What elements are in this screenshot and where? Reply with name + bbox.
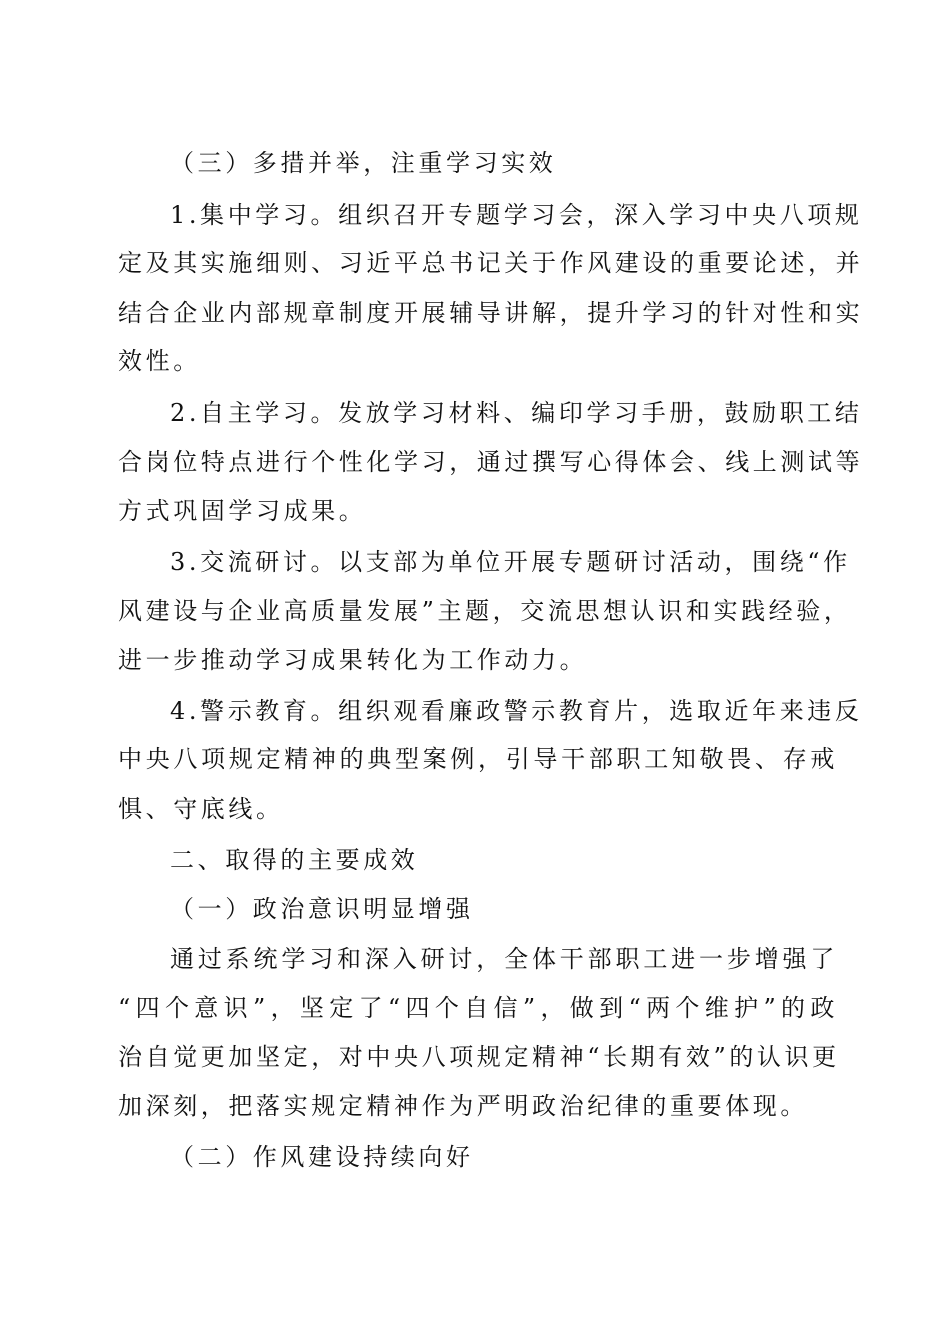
sub1-para-line2: “四个意识”，坚定了“四个自信”，做到“两个维护”的政: [118, 994, 838, 1022]
item3-line1: 3.交流研讨。以支部为单位开展专题研讨活动，围绕“作: [170, 548, 851, 576]
section-heading-three: （三）多措并举，注重学习实效: [170, 149, 557, 177]
item3-line3: 进一步推动学习成果转化为工作动力。: [118, 646, 588, 674]
item1-line3: 结合企业内部规章制度开展辅导讲解，提升学习的针对性和实: [118, 299, 864, 327]
item3-line2: 风建设与企业高质量发展”主题，交流思想认识和实践经验，: [118, 597, 852, 625]
item1-line2: 定及其实施细则、习近平总书记关于作风建设的重要论述，并: [118, 249, 864, 277]
item4-line2: 中央八项规定精神的典型案例，引导干部职工知敬畏、存戒: [118, 745, 838, 773]
item2-line2: 合岗位特点进行个性化学习，通过撰写心得体会、线上测试等: [118, 448, 864, 476]
sub1-para-line3: 治自觉更加坚定，对中央八项规定精神“长期有效”的认识更: [118, 1043, 840, 1071]
item2-line3: 方式巩固学习成果。: [118, 497, 367, 525]
item1-line4: 效性。: [118, 347, 201, 375]
subsection-one-heading: （一）政治意识明显增强: [170, 895, 474, 923]
item2-line1: 2.自主学习。发放学习材料、编印学习手册，鼓励职工结: [170, 399, 863, 427]
item1-line1: 1.集中学习。组织召开专题学习会，深入学习中央八项规: [170, 201, 863, 229]
item4-line3: 惧、守底线。: [118, 795, 284, 823]
sub1-para-line1: 通过系统学习和深入研讨，全体干部职工进一步增强了: [170, 945, 838, 973]
item4-line1: 4.警示教育。组织观看廉政警示教育片，选取近年来违反: [170, 697, 863, 725]
subsection-two-heading: （二）作风建设持续向好: [170, 1143, 474, 1171]
sub1-para-line4: 加深刻，把落实规定精神作为严明政治纪律的重要体现。: [118, 1092, 808, 1120]
part-two-heading: 二、取得的主要成效: [170, 846, 419, 874]
